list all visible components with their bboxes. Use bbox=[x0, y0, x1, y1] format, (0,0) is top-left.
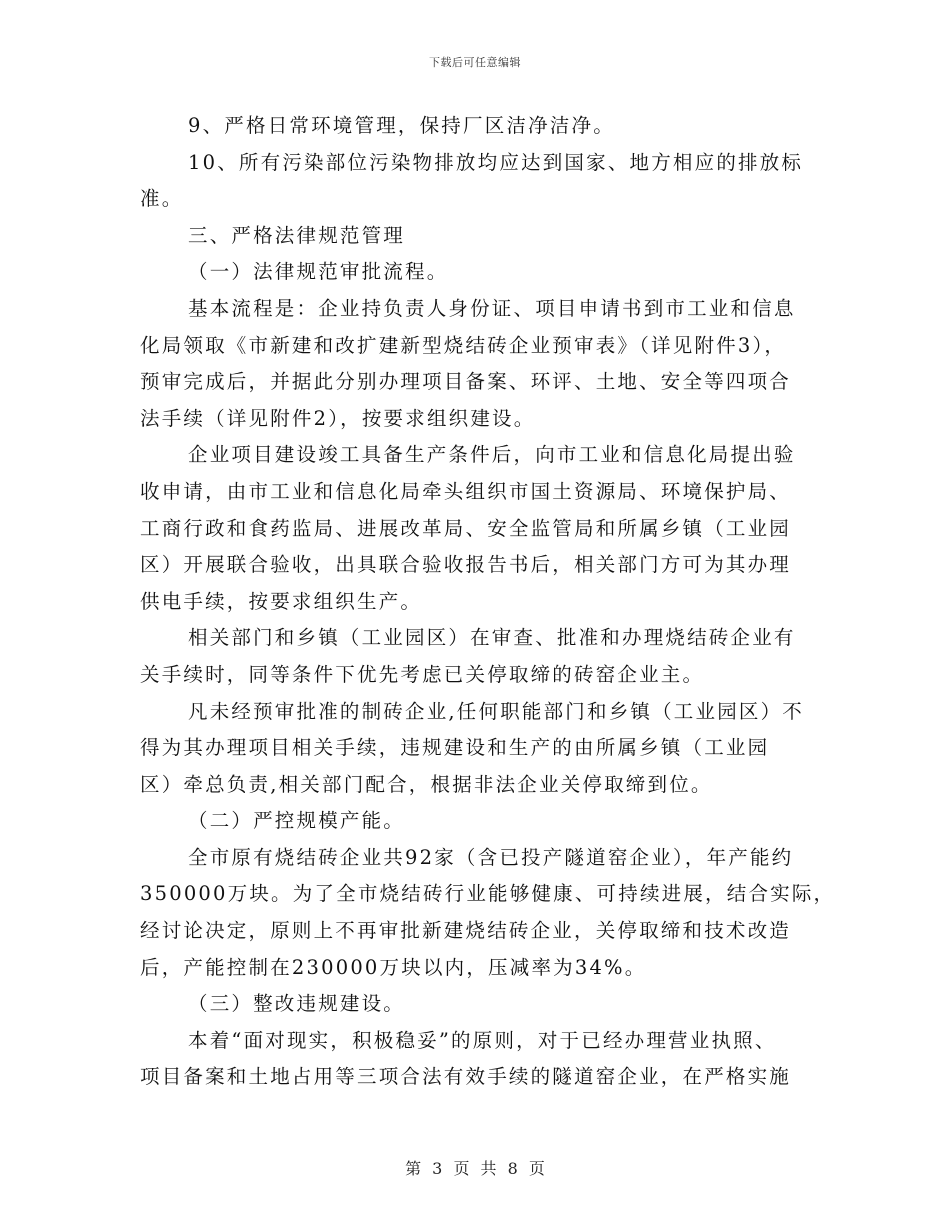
body-line: 10、所有污染部位污染物排放均应达到国家、地方相应的排放标 bbox=[188, 150, 804, 174]
body-line: 项目备案和土地占用等三项合法有效手续的隧道窑企业，在严格实施 bbox=[140, 1065, 792, 1089]
body-line: 基本流程是：企业持负责人身份证、项目申请书到市工业和信息 bbox=[188, 296, 796, 320]
body-line: （三）整改违规建设。 bbox=[188, 992, 406, 1016]
body-line: （二）严控规模产能。 bbox=[188, 809, 406, 833]
body-line: 后，产能控制在230000万块以内，压减率为34%。 bbox=[140, 955, 647, 979]
body-line: 供电手续，按要求组织生产。 bbox=[140, 589, 423, 613]
body-line: 关手续时，同等条件下优先考虑已关停取缔的砖窑企业主。 bbox=[140, 662, 705, 686]
page-footer: 第 3 页 共 8 页 bbox=[405, 1159, 545, 1178]
body-line: 区）牵总负责,相关部门配合，根据非法企业关停取缔到位。 bbox=[140, 772, 713, 796]
body-line: 准。 bbox=[140, 187, 184, 211]
body-line: 凡未经预审批准的制砖企业,任何职能部门和乡镇（工业园区）不 bbox=[188, 699, 804, 723]
body-line: 收申请，由市工业和信息化局牵头组织市国土资源局、环境保护局、 bbox=[140, 479, 792, 503]
body-line: 三、严格法律规范管理 bbox=[188, 223, 406, 247]
document-body bbox=[140, 108, 836, 1096]
page-header: 下载后可任意编辑 bbox=[429, 56, 521, 69]
body-line: 区）开展联合验收，出具联合验收报告书后，相关部门方可为其办理 bbox=[140, 553, 792, 577]
body-line: 全市原有烧结砖企业共92家（含已投产隧道窑企业），年产能约 bbox=[188, 845, 794, 869]
body-line: 预审完成后，并据此分别办理项目备案、环评、土地、安全等四项合 bbox=[140, 370, 792, 394]
body-line: 企业项目建设竣工具备生产条件后，向市工业和信息化局提出验 bbox=[188, 443, 796, 467]
body-line: 化局领取《市新建和改扩建新型烧结砖企业预审表》（详见附件3）， bbox=[140, 333, 787, 357]
body-line: 工商行政和食药监局、进展改革局、安全监管局和所属乡镇（工业园 bbox=[140, 516, 792, 540]
body-line: 得为其办理项目相关手续，违规建设和生产的由所属乡镇（工业园 bbox=[140, 736, 770, 760]
body-line: 本着“面对现实，积极稳妥”的原则，对于已经办理营业执照、 bbox=[188, 1028, 777, 1052]
body-line: 9、严格日常环境管理，保持厂区洁净洁净。 bbox=[188, 114, 615, 137]
body-line: 法手续（详见附件2），按要求组织建设。 bbox=[140, 406, 536, 430]
body-line: （一）法律规范审批流程。 bbox=[188, 260, 449, 284]
body-line: 经讨论决定，原则上不再审批新建烧结砖企业，关停取缔和技术改造 bbox=[140, 919, 792, 943]
body-line: 350000万块。为了全市烧结砖行业能够健康、可持续进展，结合实际， bbox=[140, 882, 836, 906]
body-line: 相关部门和乡镇（工业园区）在审查、批准和办理烧结砖企业有 bbox=[188, 626, 796, 650]
